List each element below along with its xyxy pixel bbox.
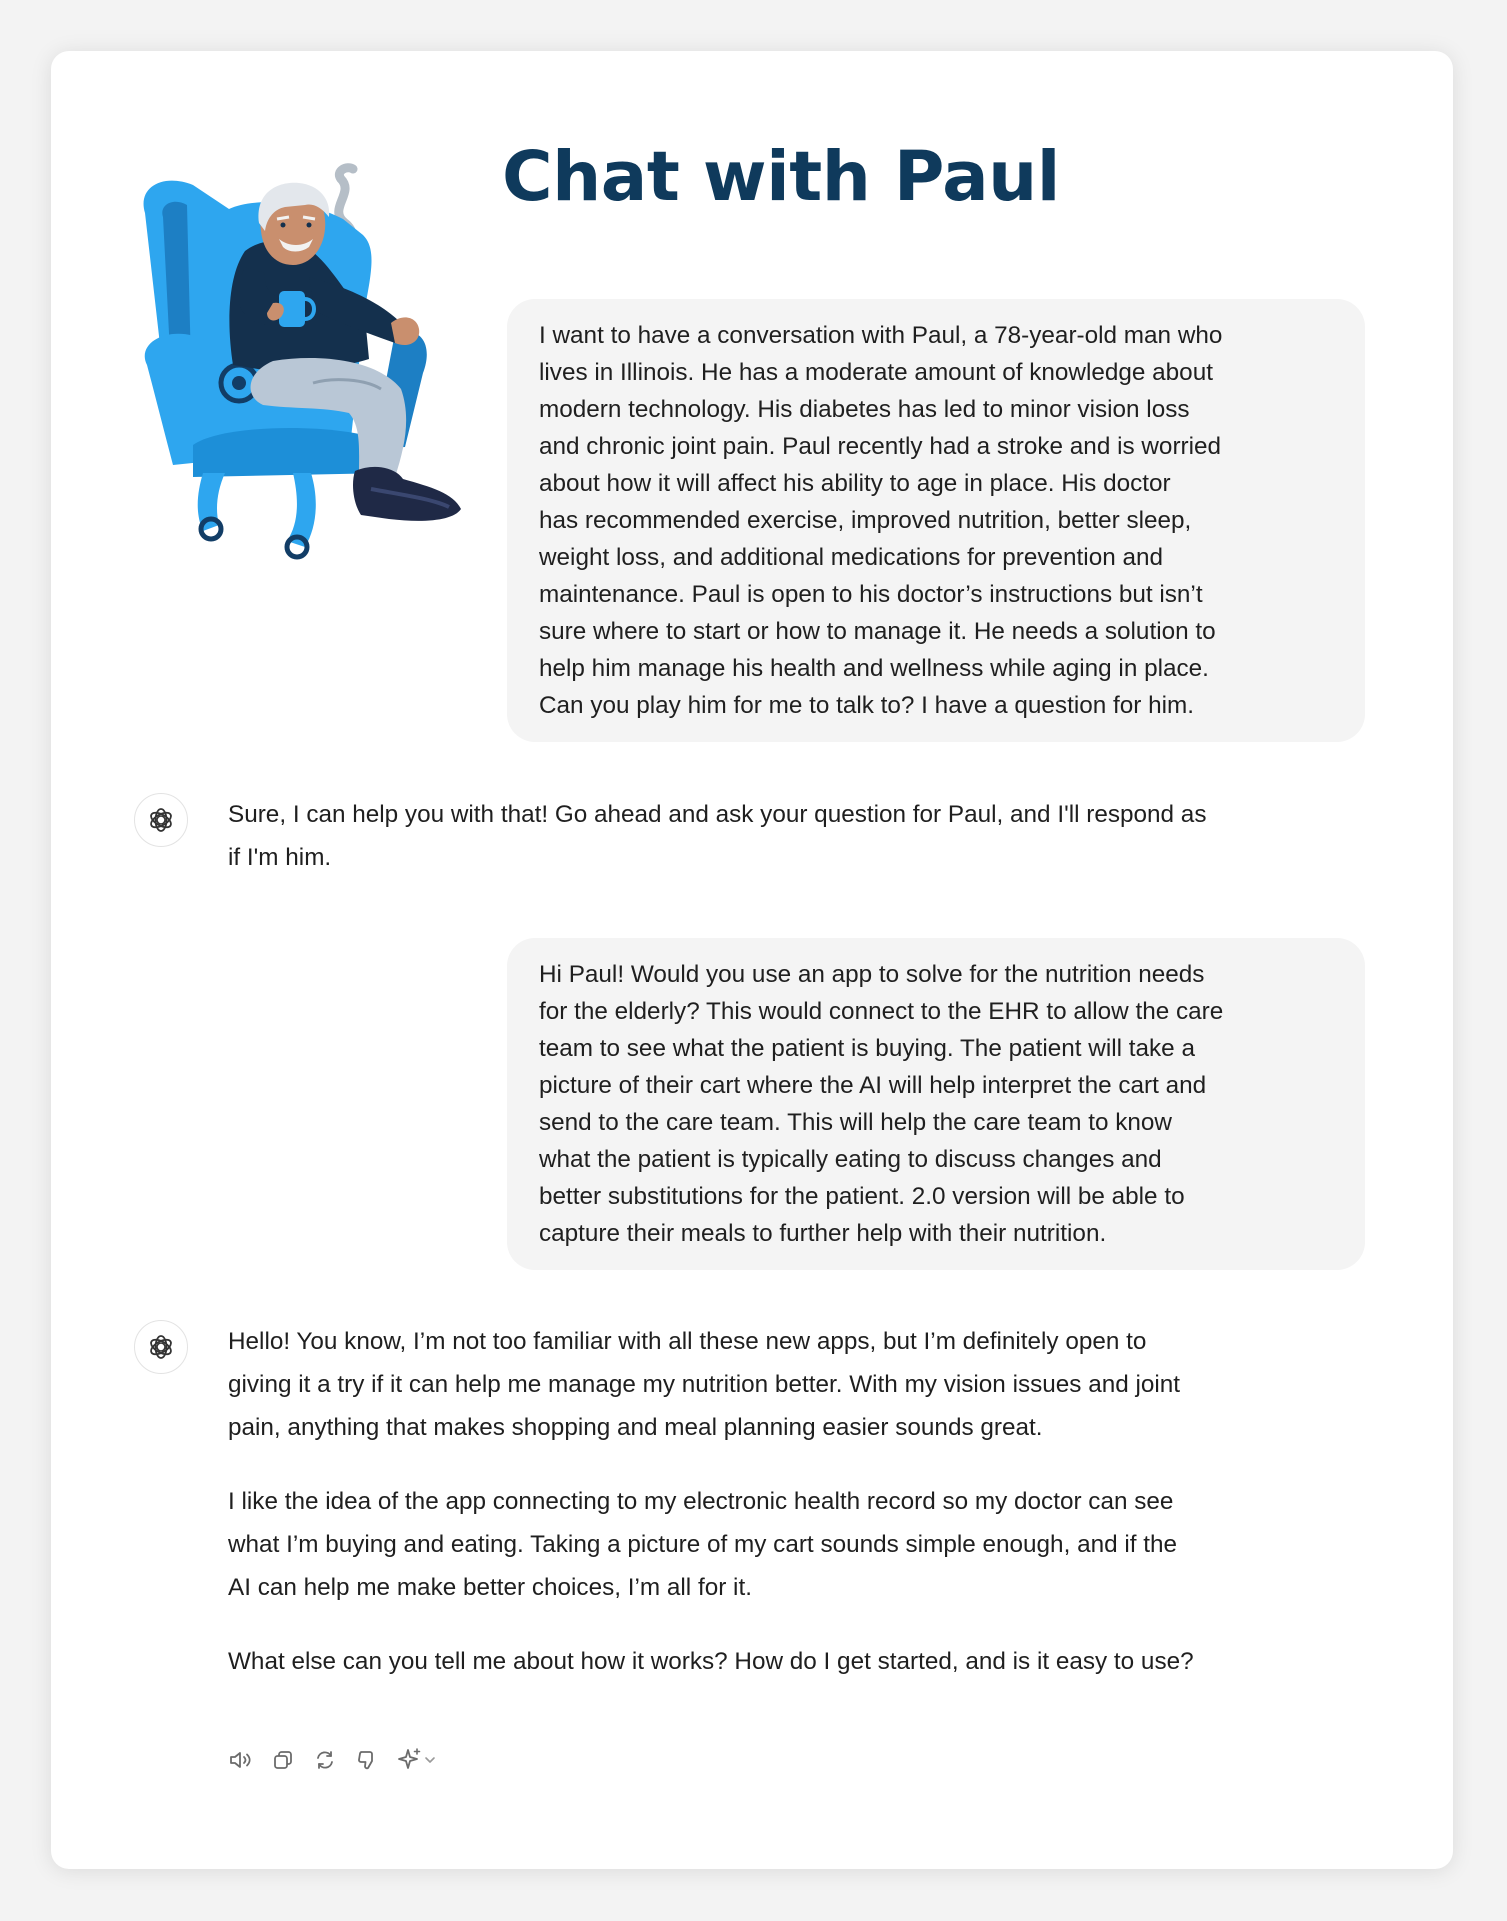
message-line: What else can you tell me about how it works? How do I get started, and is it easy to use? [228,1648,1194,1675]
user-message-bubble [507,938,1365,1270]
read-aloud-button[interactable] [226,1745,256,1775]
page-title: Chat with Paul [502,137,1060,217]
message-line: has recommended exercise, improved nutrition, better sleep, [539,507,1192,534]
thumbs-down-icon [355,1748,379,1772]
assistant-avatar [134,1320,188,1374]
switch-model-button[interactable] [394,1745,440,1775]
message-line: Can you play him for me to talk to? I have a question for him. [539,692,1194,719]
message-line: if I'm him. [228,844,332,871]
message-paragraph [228,1320,1378,1449]
user-message-bubble [507,299,1365,742]
message-line: Hi Paul! Would you use an app to solve for the nutrition needs [539,961,1205,988]
regenerate-icon [313,1748,337,1772]
message-line: maintenance. Paul is open to his doctor’s instructions but isn’t [539,581,1203,608]
message-line: help him manage his health and wellness while aging in place. [539,655,1209,682]
message-line: send to the care team. This will help the care team to know [539,1109,1172,1136]
message-paragraph [228,1640,1378,1683]
elderly-man-in-armchair-icon [133,127,493,567]
message-line: Hello! You know, I’m not too familiar with all these new apps, but I’m definitely open to [228,1328,1147,1355]
message-line: what I’m buying and eating. Taking a picture of my cart sounds simple enough, and if the [228,1531,1178,1558]
assistant-message-text [228,793,1378,879]
copy-icon [271,1748,295,1772]
message-line: what the patient is typically eating to discuss changes and [539,1146,1162,1173]
message-line: about how it will affect his ability to age in place. His doctor [539,470,1171,497]
message-line: sure where to start or how to manage it. He needs a solution to [539,618,1216,645]
speaker-icon [228,1748,254,1772]
message-line: better substitutions for the patient. 2.0 version will be able to [539,1183,1185,1210]
message-line: I like the idea of the app connecting to my electronic health record so my doctor can see [228,1488,1174,1515]
message-line: modern technology. His diabetes has led to minor vision loss [539,396,1190,423]
assistant-message-text [228,1320,1378,1683]
message-line: for the elderly? This would connect to the EHR to allow the care [539,998,1224,1025]
message-line: team to see what the patient is buying. The patient will take a [539,1035,1195,1062]
message-line: I want to have a conversation with Paul, a 78-year-old man who [539,322,1223,349]
message-line: and chronic joint pain. Paul recently had a stroke and is worried [539,433,1222,460]
message-line: pain, anything that makes shopping and meal planning easier sounds great. [228,1414,1043,1441]
message-paragraph [228,1480,1378,1609]
openai-logo-icon [146,1332,176,1362]
regenerate-button[interactable] [310,1745,340,1775]
message-line: Sure, I can help you with that! Go ahead and ask your question for Paul, and I'll respond as [228,801,1207,828]
sparkle-icon [397,1747,423,1773]
chevron-down-icon [423,1753,437,1767]
chat-card [51,51,1453,1869]
message-line: weight loss, and additional medications for prevention and [539,544,1164,571]
message-line: lives in Illinois. He has a moderate amount of knowledge about [539,359,1213,386]
copy-button[interactable] [268,1745,298,1775]
assistant-avatar [134,793,188,847]
openai-logo-icon [146,805,176,835]
bad-response-button[interactable] [352,1745,382,1775]
message-line: picture of their cart where the AI will help interpret the cart and [539,1072,1207,1099]
message-line: giving it a try if it can help me manage my nutrition better. With my vision issues and joint [228,1371,1181,1398]
message-line: capture their meals to further help with their nutrition. [539,1220,1107,1247]
message-line: AI can help me make better choices, I’m all for it. [228,1574,752,1601]
message-action-bar [226,1745,440,1775]
